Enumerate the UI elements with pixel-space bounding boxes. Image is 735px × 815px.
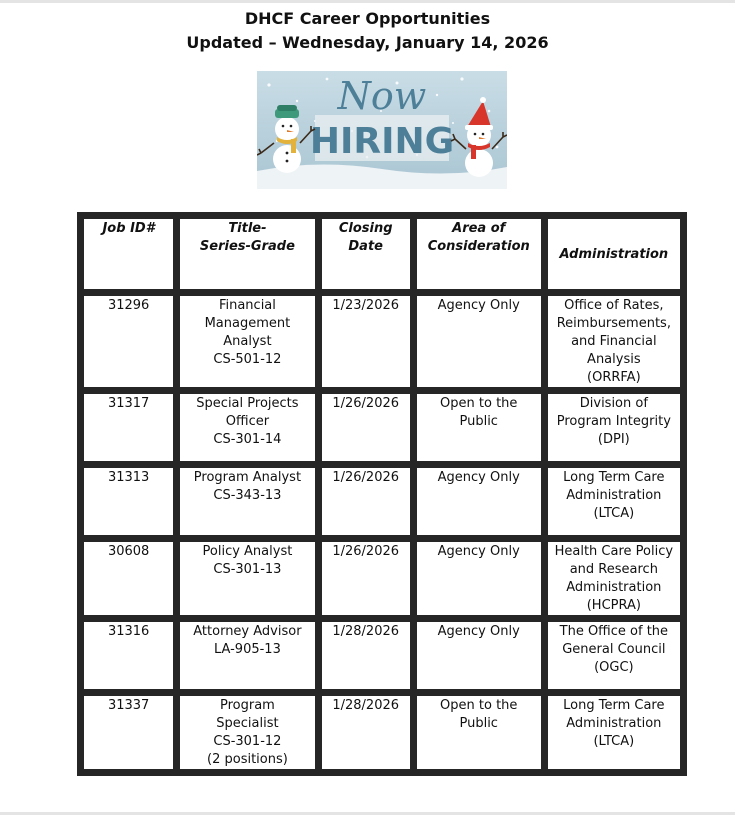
administration-cell: Division of Program Integrity (DPI): [548, 394, 680, 461]
closing-date-cell: 1/28/2026: [322, 622, 410, 689]
title-cell: Program Specialist CS-301-12 (2 positions): [180, 696, 314, 769]
job-id-cell: 31296: [84, 296, 173, 387]
title-cell: Attorney Advisor LA-905-13: [180, 622, 314, 689]
area-cell: Open to the Public: [417, 696, 541, 769]
table-row: [84, 394, 680, 461]
table-header-row: [84, 219, 680, 289]
closing-date-cell: 1/23/2026: [322, 296, 410, 387]
administration-cell: The Office of the General Council (OGC): [548, 622, 680, 689]
administration-cell: Health Care Policy and Research Administration (HCPRA): [548, 542, 680, 615]
administration-cell: Office of Rates, Reimbursements, and Financial Analysis (ORRFA): [548, 296, 680, 387]
job-id-cell: 31337: [84, 696, 173, 769]
header-job-id: Job ID#: [84, 219, 173, 289]
area-cell: Open to the Public: [417, 394, 541, 461]
area-cell: Agency Only: [417, 296, 541, 387]
banner-hiring-text: HIRING: [309, 121, 455, 162]
job-openings-table: [77, 212, 687, 776]
now-hiring-banner-image: [257, 71, 507, 189]
header-administration: Administration: [548, 219, 680, 289]
title-cell: Policy Analyst CS-301-13: [180, 542, 314, 615]
area-cell: Agency Only: [417, 622, 541, 689]
table-row: [84, 542, 680, 615]
banner-now-text: Now: [337, 74, 427, 118]
closing-date-cell: 1/26/2026: [322, 394, 410, 461]
page-subtitle-updated-date: Updated – Wednesday, January 14, 2026: [186, 33, 549, 52]
administration-cell: Long Term Care Administration (LTCA): [548, 468, 680, 535]
closing-date-cell: 1/26/2026: [322, 468, 410, 535]
title-cell: Special Projects Officer CS-301-14: [180, 394, 314, 461]
job-id-cell: 31316: [84, 622, 173, 689]
job-id-cell: 30608: [84, 542, 173, 615]
top-divider: [0, 0, 735, 3]
table-row: [84, 296, 680, 387]
title-cell: Financial Management Analyst CS-501-12: [180, 296, 314, 387]
header-area-of-consideration: Area of Consideration: [417, 219, 541, 289]
header-title-series-grade: Title- Series-Grade: [180, 219, 314, 289]
header-closing-date: Closing Date: [322, 219, 410, 289]
table-row: [84, 622, 680, 689]
job-id-cell: 31317: [84, 394, 173, 461]
area-cell: Agency Only: [417, 542, 541, 615]
now-hiring-banner: [257, 71, 507, 189]
page-title: DHCF Career Opportunities: [244, 9, 491, 28]
administration-cell: Long Term Care Administration (LTCA): [548, 696, 680, 769]
table-row: [84, 468, 680, 535]
title-cell: Program Analyst CS-343-13: [180, 468, 314, 535]
table-row: [84, 696, 680, 769]
job-id-cell: 31313: [84, 468, 173, 535]
closing-date-cell: 1/28/2026: [322, 696, 410, 769]
closing-date-cell: 1/26/2026: [322, 542, 410, 615]
area-cell: Agency Only: [417, 468, 541, 535]
